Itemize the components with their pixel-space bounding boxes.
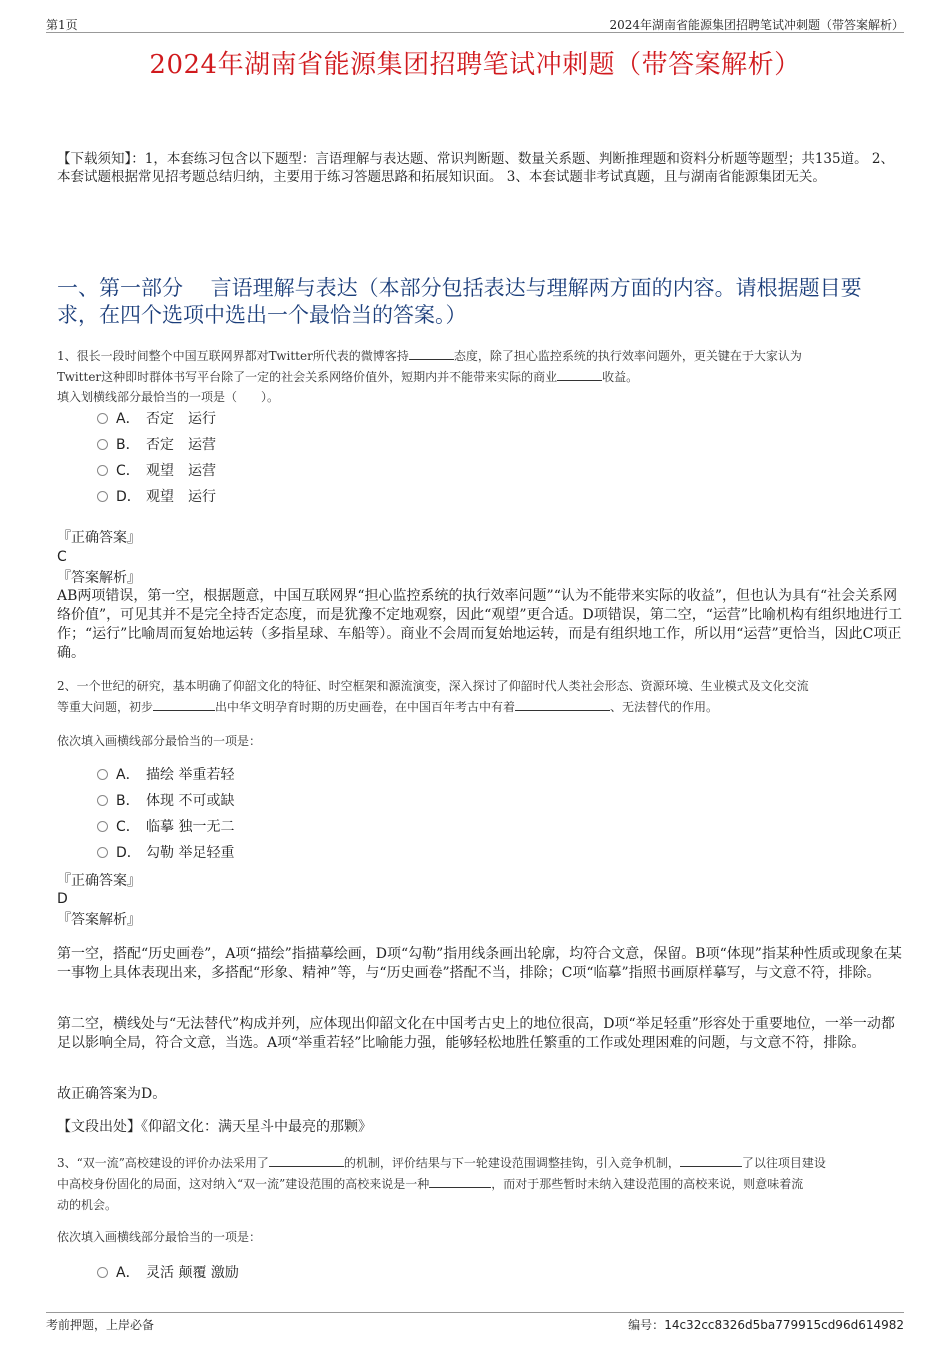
answer-blank xyxy=(515,699,610,711)
q2-conclusion: 故正确答案为D。 xyxy=(57,1086,167,1102)
q2-explanation-heading: 『答案解析』 xyxy=(57,912,141,928)
page-title: 2024年湖南省能源集团招聘笔试冲刺题（带答案解析） xyxy=(149,50,801,80)
q2-explanation-para-1: 第一空，搭配“历史画卷”，A项“描绘”指描摹绘画，D项“勾勒”指用线条画出轮廓，均符合文意，保留。B项“体现”指某种性质或现象在某一事物上具体表现出来，多搭配“形象、精神”等，与“历史画卷”搭配不当，排除；C项“临摹”指照书画原样摹写，与文意不符，排除。 xyxy=(57,946,902,981)
q1-option-a[interactable]: A． 否定 运行 xyxy=(97,409,216,429)
question-1-stem: 1、很长一段时间整个中国互联网界都对Twitter所代表的微博客持 态度，除了担心监控系统的执行效率问题外，更关键在于大家认为 Twitter这种即时群体书写平台除了一定的社会关系网络价值外，短期内并不能带来实际的商业 收益。 xyxy=(57,349,802,384)
radio-icon[interactable] xyxy=(97,795,108,806)
q2-explanation-para-2: 第二空，横线处与“无法替代”构成并列，应体现出仰韶文化在中国考古史上的地位很高，D项“举足轻重”形容处于重要地位，一举一动都足以影响全局，符合文意，当选。A项“举重若轻”比喻能力强，能够轻松地胜任繁重的工作或处理困难的问题，与文意不符，排除。 xyxy=(57,1016,895,1051)
q1-explanation-heading: 『答案解析』 xyxy=(57,570,141,586)
page-header xyxy=(46,14,904,33)
page-number: 第1页 xyxy=(46,18,78,32)
q2-option-c[interactable]: C． 临摹 独一无二 xyxy=(97,817,234,837)
answer-blank xyxy=(409,348,454,360)
answer-blank xyxy=(429,1176,491,1188)
radio-icon[interactable] xyxy=(97,847,108,858)
answer-blank xyxy=(557,369,602,381)
header-doc-title: 2024年湖南省能源集团招聘笔试冲刺题（带答案解析） xyxy=(609,18,904,32)
page-footer xyxy=(46,1312,904,1332)
q1-option-d[interactable]: D． 观望 运行 xyxy=(97,487,216,507)
radio-icon[interactable] xyxy=(97,465,108,476)
footer-code: 编号：14c32cc8326d5ba779915cd96d614982 xyxy=(628,1318,904,1332)
q2-option-d[interactable]: D． 勾勒 举足轻重 xyxy=(97,843,234,863)
q2-answer-heading: 『正确答案』 xyxy=(57,873,141,889)
section-heading: 一、第一部分 言语理解与表达（本部分包括表达与理解两方面的内容。请根据题目要求，在四个选项中选出一个最恰当的答案。） xyxy=(57,276,862,327)
q3-option-a[interactable]: A． 灵活 颠覆 激励 xyxy=(97,1263,239,1283)
radio-icon[interactable] xyxy=(97,1267,108,1278)
q2-option-b[interactable]: B． 体现 不可或缺 xyxy=(97,791,234,811)
q1-answer-heading: 『正确答案』 xyxy=(57,530,141,546)
q1-option-b[interactable]: B． 否定 运营 xyxy=(97,435,216,455)
radio-icon[interactable] xyxy=(97,491,108,502)
question-3-instruction: 依次填入画横线部分最恰当的一项是： xyxy=(57,1230,262,1244)
question-2-instruction: 依次填入画横线部分最恰当的一项是： xyxy=(57,734,262,748)
q2-source: 【文段出处】《仰韶文化：满天星斗中最亮的那颗》 xyxy=(57,1119,372,1135)
question-1-instruction: 填入划横线部分最恰当的一项是（ ）。 xyxy=(57,390,280,404)
radio-icon[interactable] xyxy=(97,413,108,424)
radio-icon[interactable] xyxy=(97,821,108,832)
footer-slogan: 考前押题，上岸必备 xyxy=(46,1318,155,1332)
radio-icon[interactable] xyxy=(97,769,108,780)
q1-option-c[interactable]: C． 观望 运营 xyxy=(97,461,216,481)
q1-answer: C xyxy=(57,549,67,565)
q2-option-a[interactable]: A． 描绘 举重若轻 xyxy=(97,765,234,785)
answer-blank xyxy=(269,1155,344,1167)
q2-answer: D xyxy=(57,891,68,907)
download-notice: 【下载须知】：1，本套练习包含以下题型：言语理解与表达题、常识判断题、数量关系题、判断推理题和资料分析题等题型；共135道。 2、本套试题根据常见招考题总结归纳，主要用于练习答题思路和拓展知识面。 3、本套试题非考试真题，且与湖南省能源集团无关。 xyxy=(57,151,894,185)
question-3-stem: 3、“双一流”高校建设的评价办法采用了 的机制，评价结果与下一轮建设范围调整挂钩，引入竞争机制， 了以往项目建设 中高校身份固化的局面，这对纳入“双一流”建设范围的高校来说是一种 ，而对于那些暂时未纳入建设范围的高校来说，则意味着流 动的机会。 xyxy=(57,1156,826,1212)
radio-icon[interactable] xyxy=(97,439,108,450)
answer-blank xyxy=(153,699,215,711)
question-2-stem: 2、一个世纪的研究，基本明确了仰韶文化的特征、时空框架和源流演变，深入探讨了仰韶时代人类社会形态、资源环境、生业模式及文化交流 等重大问题，初步 出中华文明孕育时期的历史画卷，在中国百年考古中有着 、无法替代的作用。 xyxy=(57,679,809,714)
q1-explanation: AB两项错误，第一空，根据题意，中国互联网界“担心监控系统的执行效率问题”“认为不能带来实际的收益”，但也认为具有“社会关系网络价值”，可见其并不是完全持否定态度，而是犹豫不定地观察，因此“观望”更合适。D项错误，第二空，“运营”比喻机构有组织地进行工作；“运行”比喻周而复始地运转（多指星球、车船等）。商业不会周而复始地运转，而是有组织地工作，所以用“运营”更恰当，因此C项正确。 xyxy=(57,588,903,661)
answer-blank xyxy=(680,1155,742,1167)
